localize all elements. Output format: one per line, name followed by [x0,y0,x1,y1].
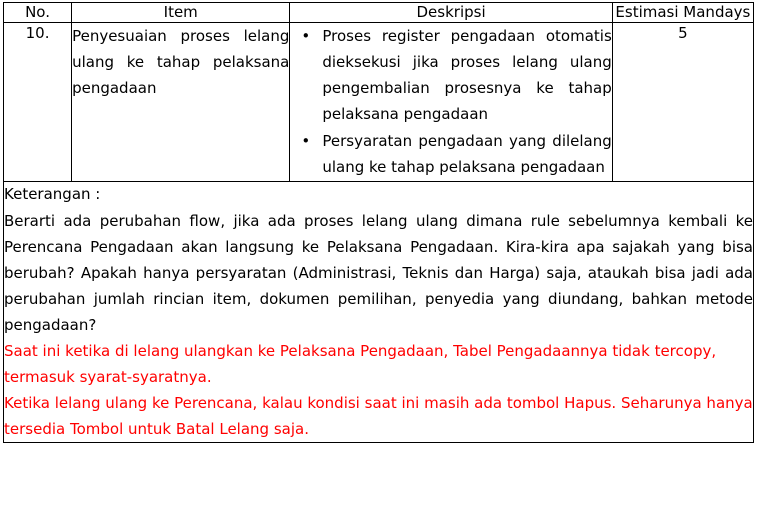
notes-paragraph: Berarti ada perubahan flow, jika ada proses lelang ulang dimana rule sebelumnya kembali ke Perencana Pengadaan akan langsung ke Pelaksana Pengadaan. Kira-kira apa sajakah yang bisa berubah? Apakah hanya persyaratan (Administrasi, Teknis dan Harga) saja, ataukah bisa jadi ada perubahan jumlah rincian item, dokumen pemilihan, penyedia yang diundang, bahkan metode pengadaan? [4,212,753,334]
column-header-deskripsi: Deskripsi [290,3,612,23]
notes-red-line-2: Ketika lelang ulang ke Perencana, kalau kondisi saat ini masih ada tombol Hapus. Seharunya hanya tersedia Tombol untuk Batal Lelang saja. [4,394,753,438]
notes-red-line-1: Saat ini ketika di lelang ulangkan ke Pelaksana Pengadaan, Tabel Pengadaannya tidak tercopy, termasuk syarat-syaratnya. [4,342,717,386]
cell-item: Penyesuaian proses lelang ulang ke tahap pelaksana pengadaan [72,23,290,182]
deskripsi-bullet-list [290,23,611,180]
requirements-table [3,2,754,443]
cell-keterangan [4,182,754,443]
notes-title: Keterangan : [4,185,101,203]
cell-no: 10. [4,23,72,182]
table-header-row [4,3,754,23]
list-item: • Persyaratan pengadaan yang dilelang ulang ke tahap pelaksana pengadaan [320,128,611,180]
cell-deskripsi [290,23,612,182]
table-row [4,23,754,182]
cell-estimasi: 5 [612,23,753,182]
column-header-no: No. [4,3,72,23]
column-header-estimasi-mandays: Estimasi Mandays [612,3,753,23]
column-header-item: Item [72,3,290,23]
list-item: • Proses register pengadaan otomatis dieksekusi jika proses lelang ulang pengembalian prosesnya ke tahap pelaksana pengadaan [320,23,611,127]
notes-row [4,182,754,443]
